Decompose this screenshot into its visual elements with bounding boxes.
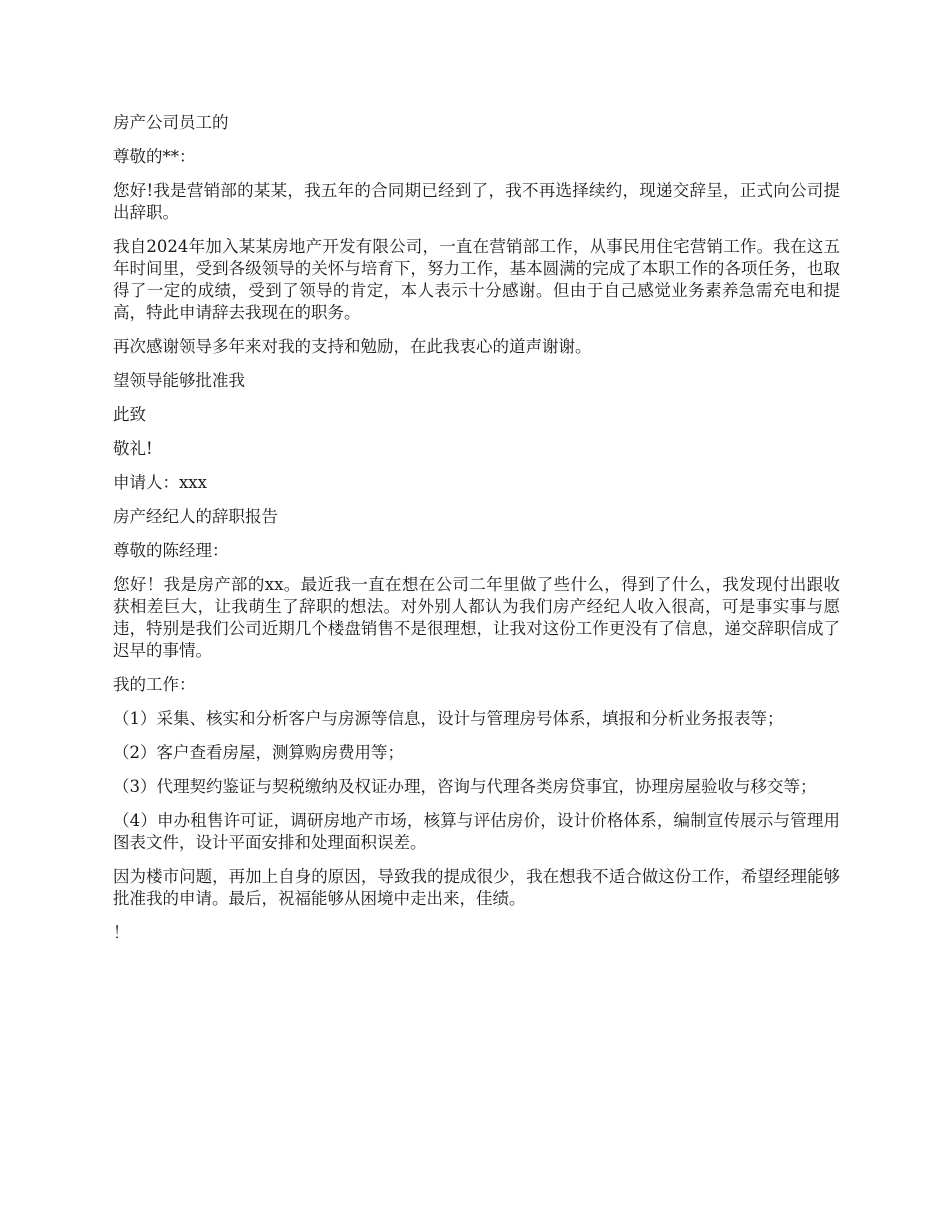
salutation: 尊敬的陈经理： — [113, 541, 229, 560]
body-paragraph: 您好！我是房产部的xx。最近我一直在想在公司二年里做了些什么，得到了什么，我发现付出跟收获相差巨大，让我萌生了辞职的想法。对外别人都认为我们房产经纪人收入很高，可是事实事与愿违，特别是我们公司近期几个楼盘销售不是很理想，让我对这份工作更没有了信息，递交辞职信成了迟早的事情。 — [113, 575, 840, 660]
closing-line: 敬礼! — [113, 439, 153, 458]
body-paragraph: 望领导能够批准我 — [113, 371, 245, 390]
body-paragraph: 再次感谢领导多年来对我的支持和勉励，在此我衷心的道声谢谢。 — [113, 337, 592, 356]
body-paragraph: 我自2024年加入某某房地产开发有限公司，一直在营销部工作，从事民用住宅营销工作。我在这五年时间里，受到各级领导的关怀与培育下，努力工作，基本圆满的完成了本职工作的各项任务，也取得了一定的成绩，受到了领导的肯定，本人表示十分感谢。但由于自己感觉业务素养急需充电和提高，特此申请辞去我现在的职务。 — [113, 237, 840, 322]
body-paragraph: 因为楼市问题，再加上自身的原因，导致我的提成很少，我在想我不适合做这份工作，希望经理能够批准我的申请。最后，祝福能够从困境中走出来，佳绩。 — [113, 867, 840, 908]
section-title: 房产经纪人的辞职报告 — [113, 507, 278, 526]
list-item: （1）采集、核实和分析客户与房源等信息，设计与管理房号体系，填报和分析业务报表等； — [113, 709, 784, 728]
salutation: 尊敬的**： — [113, 147, 196, 166]
list-heading: 我的工作： — [113, 675, 196, 694]
closing-mark: ！ — [113, 923, 130, 942]
closing-line: 此致 — [113, 405, 146, 424]
document-body — [113, 112, 840, 956]
list-item: （3）代理契约鉴证与契税缴纳及权证办理，咨询与代理各类房贷事宜，协理房屋验收与移交等； — [113, 777, 817, 796]
list-item: （2）客户查看房屋，测算购房费用等； — [113, 743, 404, 762]
body-paragraph: 您好!我是营销部的某某，我五年的合同期已经到了，我不再选择续约，现递交辞呈，正式向公司提出辞职。 — [113, 181, 840, 222]
list-item: （4）申办租售许可证，调研房地产市场，核算与评估房价，设计价格体系，编制宣传展示与管理用图表文件，设计平面安排和处理面积误差。 — [113, 811, 840, 852]
document-title: 房产公司员工的 — [113, 113, 229, 132]
signature-line: 申请人：xxx — [113, 473, 207, 492]
